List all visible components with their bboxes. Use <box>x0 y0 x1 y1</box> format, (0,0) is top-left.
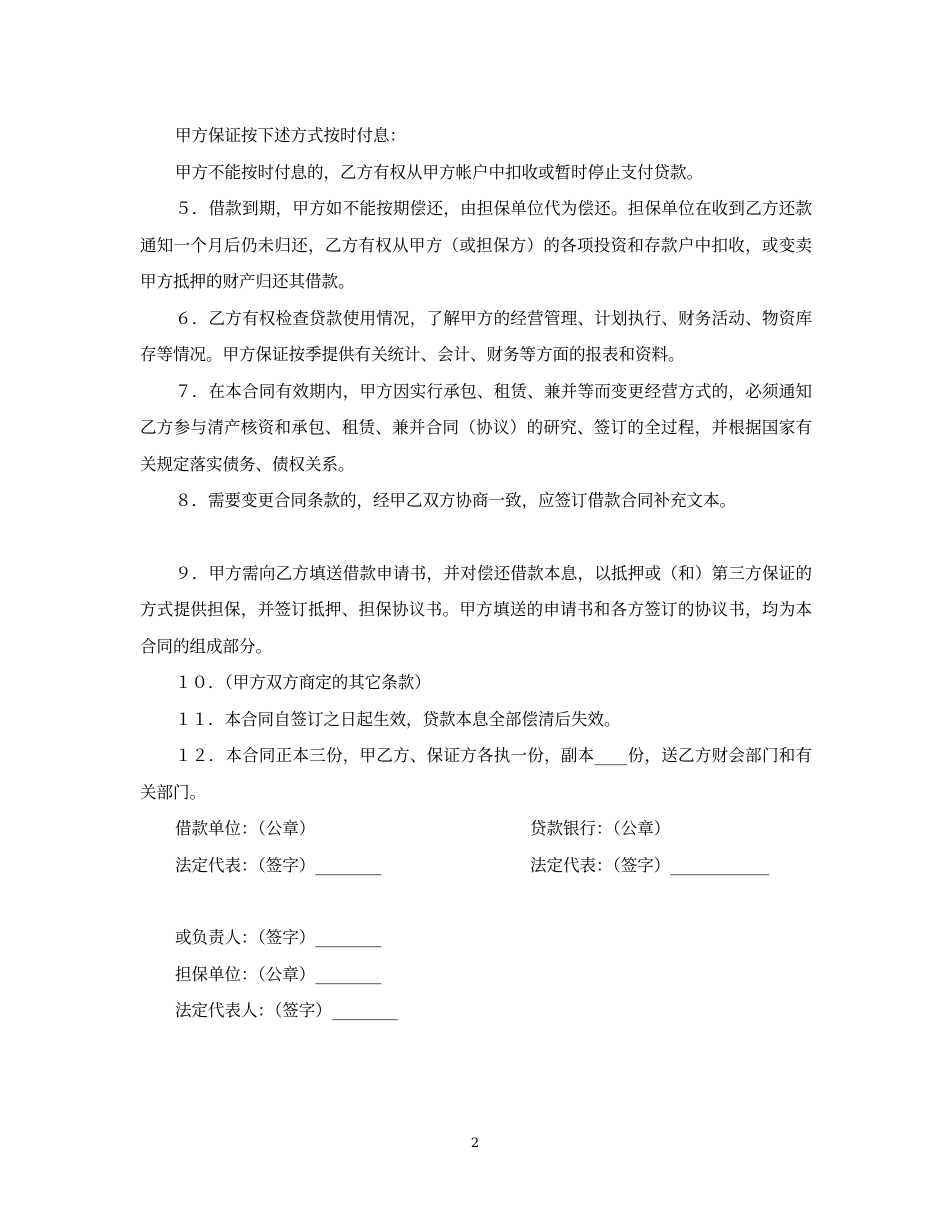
clause-10: １０．（甲方双方商定的其它条款） <box>175 673 431 692</box>
borrower-unit-label: 借款单位：（公章） <box>175 819 316 838</box>
clause-7: ７．在本合同有效期内，甲方因实行承包、租赁、兼并等而变更经营方式的，必须通知乙方参与清产核资和承包、租赁、兼并合同（协议）的研究、签订的全过程，并根据国家有关规定落实债务、债权关系。 <box>140 381 812 474</box>
guarantor-legal-rep-line: 法定代表人：（签字）________ <box>175 1001 398 1020</box>
paragraph-gap <box>140 520 812 556</box>
signature-gap <box>140 884 812 920</box>
lender-bank-label: 贷款银行：（公章） <box>530 819 671 838</box>
lender-legal-rep-line: 法定代表：（签字）____________ <box>530 855 770 875</box>
clause-12: １２．本合同正本三份，甲乙方、保证方各执一份，副本____份，送乙方财会部门和有关部门。 <box>140 746 812 802</box>
clause-9: ９．甲方需向乙方填送借款申请书，并对偿还借款本息，以抵押或（和）第三方保证的方式提供担保，并签订抵押、担保协议书。甲方填送的申请书和各方签订的协议书，均为本合同的组成部分。 <box>140 563 812 656</box>
clause-6: ６．乙方有权检查贷款使用情况，了解甲方的经营管理、计划执行、财务活动、物资库存等情况。甲方保证按季提供有关统计、会计、财务等方面的报表和资料。 <box>140 308 812 364</box>
clause-11: １１．本合同自签订之日起生效，贷款本息全部偿清后失效。 <box>175 709 621 729</box>
signature-row-legal-rep <box>140 848 812 885</box>
borrower-legal-rep-line: 法定代表：（签字）________ <box>175 855 382 875</box>
responsible-person-line: 或负责人：（签字）________ <box>175 928 382 947</box>
interest-payment-clause: 甲方保证按下述方式按时付息： <box>175 126 406 145</box>
late-interest-clause: 甲方不能按时付息的，乙方有权从甲方帐户中扣收或暂时停止支付贷款。 <box>175 162 703 182</box>
guarantor-unit-line: 担保单位：（公章）________ <box>175 964 382 984</box>
clause-5: ５．借款到期，甲方如不能按期偿还，由担保单位代为偿还。担保单位在收到乙方还款通知一个月后仍未归还，乙方有权从甲方（或担保方）的各项投资和存款户中扣收，或变卖甲方抵押的财产归还其借款。 <box>140 199 812 291</box>
contract-body <box>140 118 812 1030</box>
page-number: 2 <box>470 1136 480 1151</box>
signature-row-units <box>140 811 812 848</box>
clause-8: ８．需要变更合同条款的，经甲乙双方协商一致，应签订借款合同补充文本。 <box>175 491 736 510</box>
